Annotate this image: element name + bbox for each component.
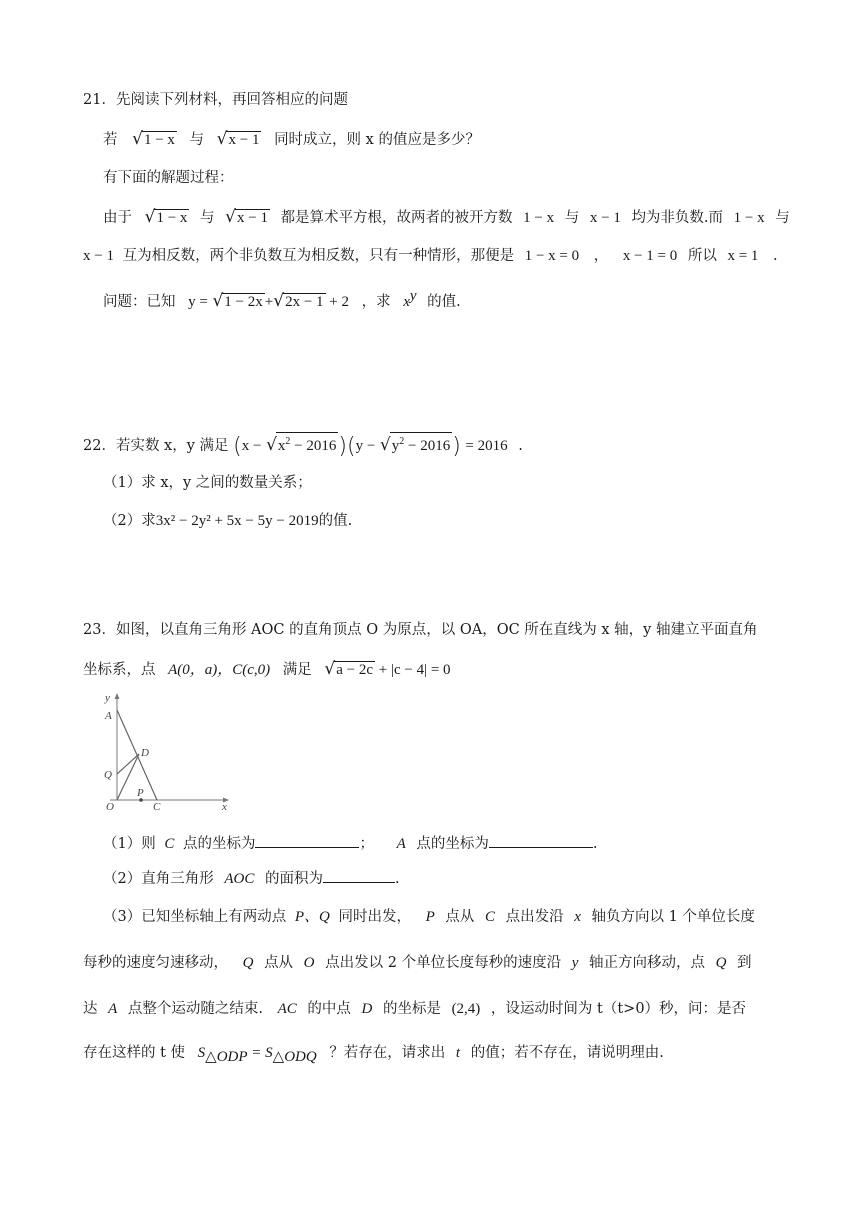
label-P: P xyxy=(137,787,144,799)
q21-line-5 xyxy=(83,246,778,266)
q22-part-2 xyxy=(103,511,352,531)
text: 点从 xyxy=(264,955,294,971)
math-root xyxy=(334,661,375,679)
text: 有下面的解题过程： xyxy=(103,170,234,186)
math: 1 − x xyxy=(733,210,765,226)
math: − 2016 xyxy=(404,438,451,454)
math: O xyxy=(303,955,315,971)
math: 1 − x xyxy=(156,210,188,226)
math: y xyxy=(571,955,579,971)
text: （1）则 xyxy=(103,836,156,852)
q23-part-3-line-2 xyxy=(83,953,752,973)
math: Q xyxy=(715,955,727,971)
text: 所以 xyxy=(687,248,717,264)
text: 达 xyxy=(83,1001,98,1017)
text: 与 xyxy=(189,132,205,148)
paren: ) xyxy=(452,434,461,459)
math: t xyxy=(455,1045,461,1061)
radical-sign: √ xyxy=(144,207,156,227)
q21-number: 21． xyxy=(83,92,116,108)
text: 与 xyxy=(200,210,215,226)
math: P、Q xyxy=(294,909,330,925)
math: x − xyxy=(241,438,262,454)
text: ； xyxy=(359,836,374,852)
text: 满足 xyxy=(282,662,312,678)
text: 每秒的速度匀速移动， xyxy=(83,955,228,971)
text: （3）已知坐标轴上有两动点 xyxy=(103,909,287,925)
text: 的中点 xyxy=(307,1001,351,1017)
q22-line-1 xyxy=(83,432,523,457)
text: 的值. xyxy=(318,513,353,529)
label-y: y xyxy=(105,692,110,704)
math-root xyxy=(235,209,270,227)
math: P xyxy=(425,909,435,925)
math: A xyxy=(396,836,406,852)
math: x xyxy=(574,909,581,925)
math: Q xyxy=(242,955,254,971)
math: y − xyxy=(355,438,376,454)
text: 的值；若不存在，请说明理由. xyxy=(470,1045,664,1061)
math: 1 − x = 0 xyxy=(524,248,580,264)
label-C: C xyxy=(153,801,161,812)
math-root xyxy=(222,293,264,311)
answer-blank-A[interactable] xyxy=(489,833,593,848)
segment-QD xyxy=(117,754,139,774)
text: 到 xyxy=(737,955,752,971)
math: 1 − 2x xyxy=(224,293,263,310)
math: x = 1 xyxy=(727,248,759,264)
label-A: A xyxy=(105,710,112,722)
text: . xyxy=(394,871,400,887)
text: 如图，以直角三角形 AOC 的直角顶点 O 为原点，以 OA，OC 所在直线为 x 轴，y 轴建立平面直角 xyxy=(115,622,758,638)
text: （1）求 x，y 之间的数量关系； xyxy=(103,475,312,491)
q21-line-2 xyxy=(103,129,480,150)
paren: ( xyxy=(233,434,242,459)
math: y = xyxy=(188,293,208,310)
text: 互为相反数，两个非负数互为相反数，只有一种情形，那便是 xyxy=(122,248,515,264)
q21-line-4 xyxy=(103,207,790,228)
radical-sign: √ xyxy=(216,129,228,149)
math-root xyxy=(283,293,325,311)
q23-line-1 xyxy=(83,620,757,640)
text: （2）求 xyxy=(103,513,156,529)
math: D xyxy=(361,1001,373,1017)
math-root xyxy=(142,131,177,149)
q21-line-1 xyxy=(83,90,348,110)
math: x − 1 xyxy=(589,210,621,226)
math: AOC xyxy=(224,871,255,887)
radical-sign: √ xyxy=(379,435,391,455)
text: 点整个运动随之结束. xyxy=(127,1001,263,1017)
text: 都是算术平方根，故两者的被开方数 xyxy=(280,210,513,226)
math-exponent: y xyxy=(409,288,417,304)
text: 问题：已知 xyxy=(103,293,176,310)
label-O: O xyxy=(106,801,114,812)
math: + 2 xyxy=(325,293,349,310)
label-x: x xyxy=(222,801,227,812)
math: a − 2c xyxy=(336,662,374,678)
math: x xyxy=(277,438,286,454)
text: 同时出发， xyxy=(338,909,411,925)
math: + |c − 4| = 0 xyxy=(375,662,451,678)
text: 点出发沿 xyxy=(505,909,564,925)
math: C xyxy=(164,836,175,852)
q23-part-3-line-3 xyxy=(83,999,746,1019)
math-root xyxy=(226,131,261,149)
text: . xyxy=(592,836,598,852)
math: 2x − 1 xyxy=(285,293,324,310)
text: 由于 xyxy=(103,210,132,226)
q21-line-3 xyxy=(103,168,234,188)
text: ， xyxy=(593,248,609,264)
text: 点的坐标为 xyxy=(182,836,256,852)
q23-part-3-line-4 xyxy=(83,1043,664,1067)
text: 点从 xyxy=(445,909,475,925)
text: 与 xyxy=(564,210,580,226)
math: x xyxy=(403,293,410,310)
q22-part-1 xyxy=(103,473,312,493)
label-Q: Q xyxy=(104,769,112,781)
q23-part-2 xyxy=(103,868,400,889)
text: 轴负方向以 1 个单位长度 xyxy=(591,909,755,925)
math: x − 1 = 0 xyxy=(622,248,678,264)
answer-blank-C[interactable] xyxy=(255,833,359,848)
math-root: $x^2 - 2016$ xyxy=(276,432,338,455)
text: 的坐标是 xyxy=(382,1001,441,1017)
q23-part-3-line-1 xyxy=(103,907,755,927)
radical-sign: √ xyxy=(225,207,236,227)
text: 的值. xyxy=(427,293,461,310)
q23-number: 23． xyxy=(83,622,116,638)
text: 同时成立，则 x 的值应是多少？ xyxy=(274,132,480,148)
text: ，设运动时间为 t（t>0）秒，问：是否 xyxy=(490,1001,747,1017)
math: (2,4) xyxy=(451,1001,481,1017)
q23-line-2 xyxy=(83,659,451,680)
math: AC xyxy=(277,1001,297,1017)
radical-sign: √ xyxy=(324,659,336,679)
math-root: $y^2 - 2016$ xyxy=(390,432,452,455)
radical-sign: √ xyxy=(266,435,277,455)
q22-number: 22． xyxy=(83,438,116,454)
q23-part-1 xyxy=(103,833,597,854)
text: 若实数 x，y 满足 xyxy=(115,438,229,454)
text: 均为非负数.而 xyxy=(631,210,724,226)
math: 1 − x xyxy=(523,210,555,226)
text: 与 xyxy=(775,210,790,226)
paren: )( xyxy=(338,434,356,459)
text: . xyxy=(518,438,523,454)
radical-sign: √ xyxy=(273,290,285,311)
text: （2）直角三角形 xyxy=(103,871,214,887)
math: A(0，a)，C(c,0) xyxy=(168,662,271,678)
text: 的面积为 xyxy=(264,871,323,887)
math: x − 1 xyxy=(228,132,260,148)
math: A xyxy=(108,1001,118,1017)
text: 点的坐标为 xyxy=(416,836,489,852)
text: . xyxy=(773,248,778,264)
text: 存在这样的 t 使 xyxy=(83,1045,186,1061)
q21-line-6 xyxy=(103,286,461,312)
math-root xyxy=(154,209,189,227)
math: x − 1 xyxy=(236,210,268,226)
answer-blank-area[interactable] xyxy=(323,868,395,883)
radical-sign: √ xyxy=(132,129,143,149)
y-axis-arrow xyxy=(115,693,120,699)
math: = 2016 xyxy=(465,438,508,454)
coordinate-figure xyxy=(100,688,240,812)
math-subscript: △ODQ xyxy=(272,1048,317,1065)
text: 点出发以 2 个单位长度每秒的速度沿 xyxy=(325,955,562,971)
math: S xyxy=(197,1045,206,1061)
text: 轴正方向移动，点 xyxy=(588,955,705,971)
math: y xyxy=(391,438,400,454)
segment-OD xyxy=(117,754,139,800)
q21-title: 先阅读下列材料，再回答相应的问题 xyxy=(115,92,348,108)
text: ？若存在，请求出 xyxy=(329,1045,446,1061)
radical-sign: √ xyxy=(212,290,224,311)
math: = S xyxy=(247,1045,273,1061)
label-D: D xyxy=(141,747,149,759)
math-subscript: △ODP xyxy=(205,1048,248,1065)
math: 1 − x xyxy=(143,132,175,148)
math: − 2016 xyxy=(290,438,337,454)
text: 若 xyxy=(103,132,118,148)
math: + xyxy=(264,293,274,310)
math: x − 1 xyxy=(83,248,114,264)
text: ，求 xyxy=(361,293,391,310)
math: 3x² − 2y² + 5x − 5y − 2019 xyxy=(155,513,319,529)
math: C xyxy=(484,909,495,925)
text: 坐标系，点 xyxy=(83,662,156,678)
